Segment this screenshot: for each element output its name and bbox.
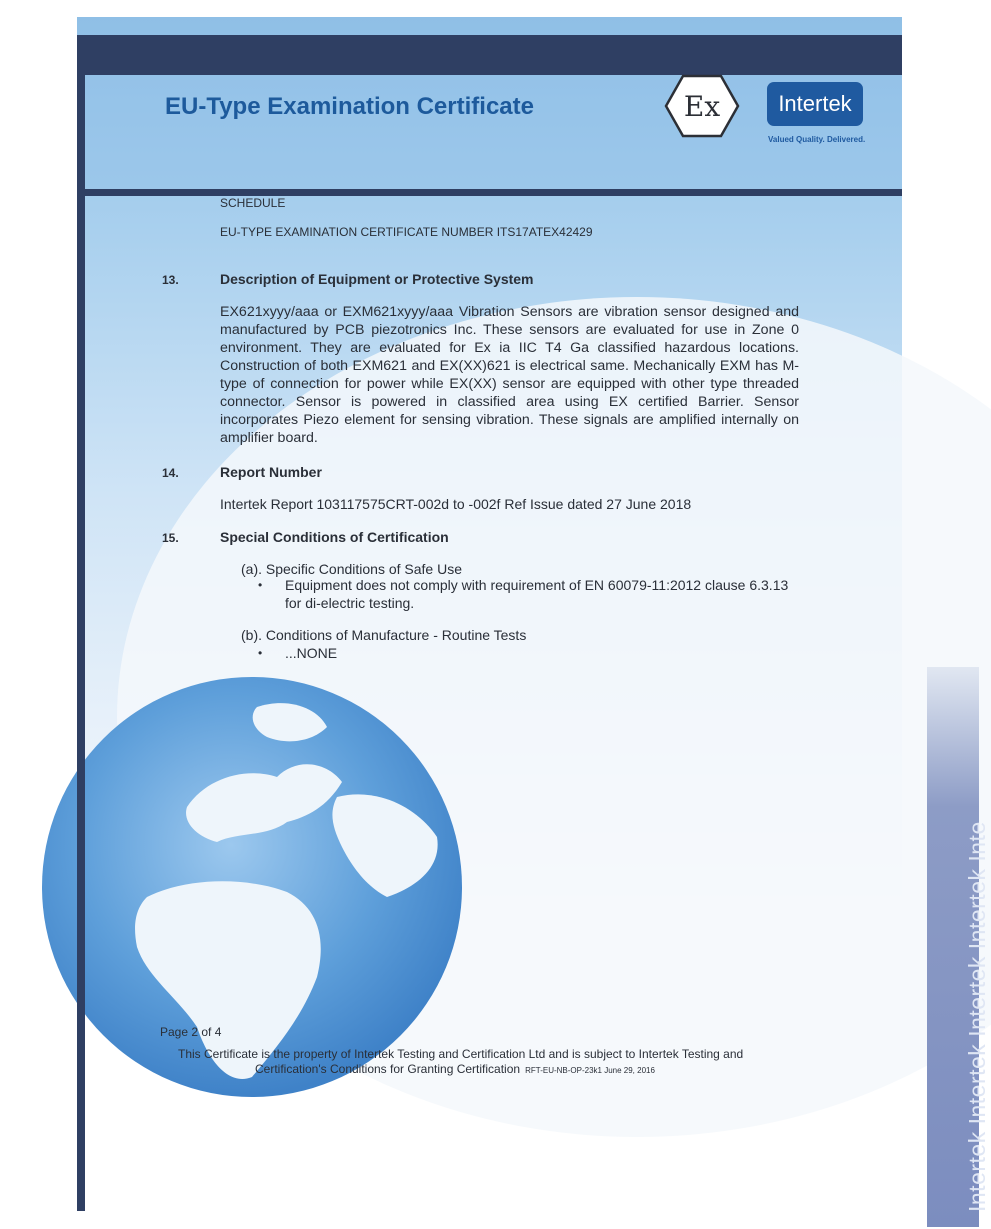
intertek-watermark-strip — [927, 667, 990, 1227]
bullet-icon: • — [258, 578, 263, 592]
section-15-a-item-line1: Equipment does not comply with requirement of EN 60079-11:2012 clause 6.3.13 — [285, 577, 789, 593]
frame-top-bar — [77, 35, 902, 75]
ex-hexagon-icon — [664, 74, 740, 138]
header-divider-bar — [85, 189, 902, 196]
section-14-body: Intertek Report 103117575CRT-002d to -002f Ref Issue dated 27 June 2018 — [220, 496, 692, 512]
section-13-title: Description of Equipment or Protective System — [220, 271, 534, 287]
footer-statement-line1: This Certificate is the property of Intertek Testing and Certification Ltd and is subject to Intertek Testing and — [178, 1047, 744, 1061]
page-title: EU-Type Examination Certificate — [165, 93, 534, 120]
frame-left-bar — [77, 35, 85, 1211]
form-reference: RFT-EU-NB-OP-23k1 June 29, 2016 — [525, 1066, 655, 1075]
watermark-text: Intertek Intertek Intertek Intertek Inte — [964, 821, 990, 1212]
section-14-title: Report Number — [220, 464, 322, 480]
page-number: Page 2 of 4 — [160, 1025, 222, 1039]
schedule-label: SCHEDULE — [220, 196, 286, 210]
section-15-b-label: (b). Conditions of Manufacture - Routine Tests — [241, 627, 527, 643]
section-15-number: 15. — [162, 531, 179, 545]
section-13-number: 13. — [162, 273, 179, 287]
ex-mark-text: Ex — [683, 90, 721, 123]
footer-statement-text: Certification's Conditions for Granting Certification — [255, 1062, 521, 1076]
section-15-title: Special Conditions of Certification — [220, 529, 449, 545]
footer-statement-line2 — [255, 1062, 655, 1076]
section-15-b-item: ...NONE — [285, 645, 338, 661]
certificate-number: EU-TYPE EXAMINATION CERTIFICATE NUMBER ITS17ATEX42429 — [220, 225, 593, 239]
section-15-a-label: (a). Specific Conditions of Safe Use — [241, 561, 462, 577]
intertek-logo: Intertek — [767, 82, 863, 126]
intertek-tagline: Valued Quality. Delivered. — [768, 135, 866, 144]
bullet-icon: • — [258, 646, 263, 660]
section-13-body: EX621xyyy/aaa or EXM621xyyy/aaa Vibration Sensors are vibration sensor designed and manufactured by PCB piezotronics Inc. These sensors are evaluated for use in Zone 0 environment. They are evaluated for Ex ia IIC T4 Ga classified hazardous locations. Construction of both EXM621 and EX(XX)621 is electrical same. Mechanically EXM has M-type of connection for power while EX(XX) sensor are equipped with other type threaded connector. Sensor is powered in classified area using EX certified Barrier. Sensor incorporates Piezo element for sensing vibration. These signals are amplified internally on amplifier board. — [220, 304, 799, 446]
section-14-number: 14. — [162, 466, 179, 480]
section-15-a-item-line2: for di-electric testing. — [285, 595, 415, 611]
